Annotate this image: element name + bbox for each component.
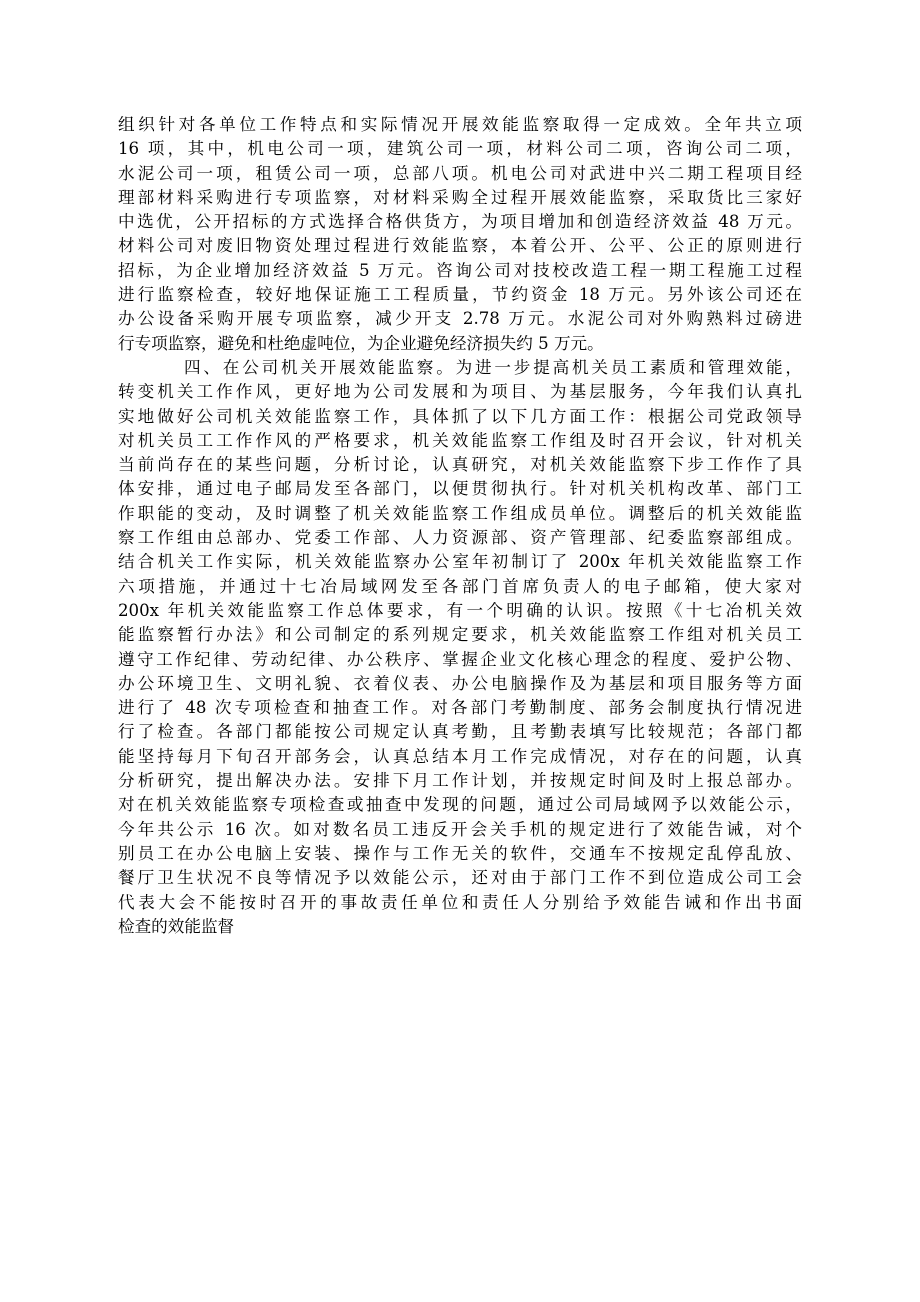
body-line: 办公设备采购开展专项监察，减少开支 2.78 万元。水泥公司对外购熟料过磅进 <box>118 309 802 329</box>
body-line: 体安排，通过电子邮局发至各部门，以便贯彻执行。针对机关机构改革、部门工 <box>118 479 802 499</box>
body-line: 对在机关效能监察专项检查或抽查中发现的问题，通过公司局域网予以效能公示， <box>118 795 802 815</box>
section-four-first-line: 四、在公司机关开展效能监察。为进一步提高机关员工素质和管理效能， <box>184 357 802 377</box>
body-line: 能监察暂行办法》和公司制定的系列规定要求，机关效能监察工作组对机关员工 <box>118 625 802 645</box>
body-line: 行了检查。各部门都能按公司规定认真考勤，且考勤表填写比较规范；各部门都 <box>118 722 802 742</box>
body-line: 进行监察检查，较好地保证施工工程质量，节约资金 18 万元。另外该公司还在 <box>118 285 802 305</box>
body-line: 对机关员工工作作风的严格要求，机关效能监察工作组及时召开会议，针对机关 <box>118 430 802 450</box>
body-line: 结合机关工作实际，机关效能监察办公室年初制订了 200x 年机关效能监察工作 <box>118 552 802 572</box>
body-line: 组织针对各单位工作特点和实际情况开展效能监察取得一定成效。全年共立项 <box>118 115 802 134</box>
body-line: 进行了 48 次专项检查和抽查工作。对各部门考勤制度、部务会制度执行情况进 <box>118 698 802 718</box>
body-line: 遵守工作纪律、劳动纪律、办公秩序、掌握企业文化核心理念的程度、爱护公物、 <box>118 649 802 669</box>
body-line: 实地做好公司机关效能监察工作，具体抓了以下几方面工作：根据公司党政领导 <box>118 406 802 426</box>
body-line: 分析研究，提出解决办法。安排下月工作计划，并按规定时间及时上报总部办。 <box>118 771 802 791</box>
document-body <box>118 113 802 939</box>
body-line: 能坚持每月下旬召开部务会，认真总结本月工作完成情况，对存在的问题，认真 <box>118 746 802 766</box>
body-line: 今年共公示 16 次。如对数名员工违反开会关手机的规定进行了效能告诫，对个 <box>118 819 802 839</box>
body-line: 招标，为企业增加经济效益 5 万元。咨询公司对技校改造工程一期工程施工过程 <box>118 260 802 280</box>
body-line: 别员工在办公电脑上安装、操作与工作无关的软件，交通车不按规定乱停乱放、 <box>118 843 802 863</box>
body-line: 200x 年机关效能监察工作总体要求，有一个明确的认识。按照《十七冶机关效 <box>118 600 802 620</box>
body-line: 餐厅卫生状况不良等情况予以效能公示，还对由于部门工作不到位造成公司工会 <box>118 868 802 888</box>
body-line: 作职能的变动，及时调整了机关效能监察工作组成员单位。调整后的机关效能监 <box>118 503 802 523</box>
body-line: 中选优，公开招标的方式选择合格供货方，为项目增加和创造经济效益 48 万元。 <box>118 212 802 232</box>
body-line: 察工作组由总部办、党委工作部、人力资源部、资产管理部、纪委监察部组成。 <box>118 528 802 548</box>
paragraph-end-line: 行专项监察，避免和杜绝虚吨位，为企业避免经济损失约 5 万元。 <box>118 333 604 353</box>
body-line: 办公环境卫生、文明礼貌、衣着仪表、办公电脑操作及为基层和项目服务等方面 <box>118 673 802 693</box>
body-line: 材料公司对废旧物资处理过程进行效能监察，本着公开、公平、公正的原则进行 <box>118 236 802 256</box>
body-line: 理部材料采购进行专项监察，对材料采购全过程开展效能监察，采取货比三家好 <box>118 187 802 207</box>
body-line: 转变机关工作作风，更好地为公司发展和为项目、为基层服务，今年我们认真扎 <box>118 382 802 402</box>
document-last-line: 检查的效能监督 <box>118 916 235 936</box>
body-line: 当前尚存在的某些问题，分析讨论，认真研究，对机关效能监察下步工作作了具 <box>118 455 802 475</box>
body-line: 水泥公司一项，租赁公司一项，总部八项。机电公司对武进中兴二期工程项目经 <box>118 163 802 183</box>
body-line: 六项措施，并通过十七冶局域网发至各部门首席负责人的电子邮箱，使大家对 <box>118 576 802 596</box>
body-line: 16 项，其中，机电公司一项，建筑公司一项，材料公司二项，咨询公司二项， <box>118 139 802 159</box>
body-line: 代表大会不能按时召开的事故责任单位和责任人分别给予效能告诫和作出书面 <box>118 892 802 912</box>
